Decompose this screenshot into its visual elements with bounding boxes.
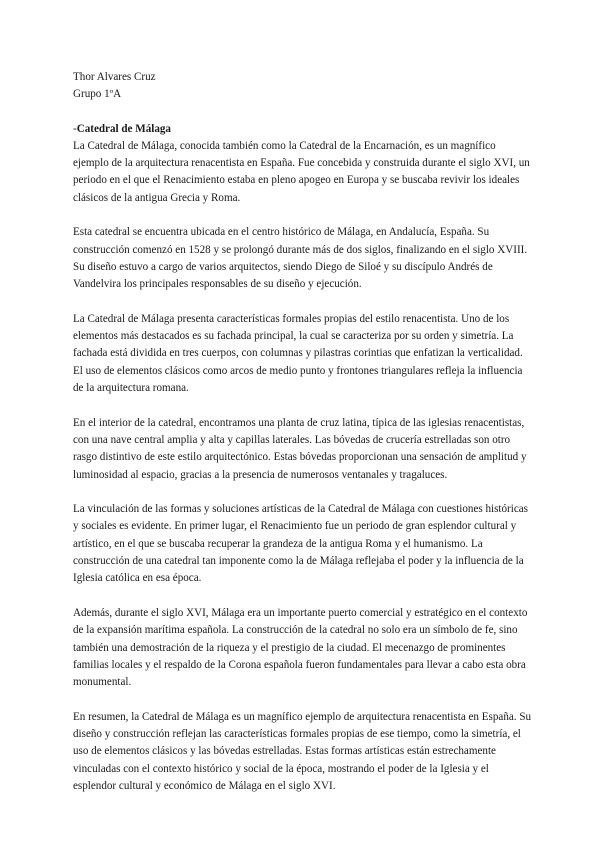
paragraph-introduction: La Catedral de Málaga, conocida también como la Catedral de la Encarnación, es un magnífico ejemplo de la arquitectura renacentista en España. Fue concebida y construida durante el siglo XVI, un periodo en el que el Renacimiento estaba en pleno apogeo en Europa y se buscaba revivir los ideales clásicos de la antigua Grecia y Roma.	[73, 139, 530, 204]
paragraph-location: Esta catedral se encuentra ubicada en el centro histórico de Málaga, en Andalucía, España. Su construcción comenzó en 1528 y se prolongó durante más de dos siglos, finalizando en el siglo XVIII. Su diseño estuvo a cargo de varios arquitectos, siendo Diego de Siloé y su discípulo Andrés de Vandelvira los principales responsables de su diseño y ejecución.	[73, 226, 528, 291]
paragraph-maritime-context: Además, durante el siglo XVI, Málaga era un importante puerto comercial y estratégico en el contexto de la expansión marítima española. La construcción de la catedral no solo era un símbolo de fe, sino también una demostración de la riqueza y el prestigio de la ciudad. El mecenazgo de prominentes familias locales y el respaldo de la Corona española fueron fundamentales para llevar a cabo esta obra monumental.	[73, 606, 528, 689]
paragraph-summary: En resumen, la Catedral de Málaga es un magnífico ejemplo de arquitectura renacentista en España. Su diseño y construcción reflejan las características formales propias de ese tiempo, como la simetría, el uso de elementos clásicos y las bóvedas estrelladas. Estas formas artísticas están estrechamente vinculadas con el contexto histórico y social de la época, mostrando el poder de la Iglesia y el esplendor cultural y económico de Málaga en el siglo XVI.	[73, 710, 532, 792]
paragraph-formal-features: La Catedral de Málaga presenta características formales propias del estilo renacentista. Uno de los elementos más destacados es su fachada principal, la cual se caracteriza por su orden y simetría. La fachada está dividida en tres cuerpos, con columnas y pilastras corintias que enfatizan la verticalidad. El uso de elementos clásicos como arcos de medio punto y frontones triangulares refleja la influencia de la arquitectura romana.	[73, 312, 523, 395]
paragraph-historical-context: La vinculación de las formas y soluciones artísticas de la Catedral de Málaga con cuestiones históricas y sociales es evidente. En primer lugar, el Renacimiento fue un periodo de gran esplendor cultural y artístico, en el que se buscaba recuperar la grandeza de la antigua Roma y el humanismo. La construcción de una catedral tan imponente como la de Málaga reflejaba el poder y la influencia de la Iglesia católica en esa época.	[73, 503, 529, 585]
document-body	[73, 69, 533, 795]
heading-title: Catedral de Málaga	[76, 122, 171, 135]
author-group: Grupo 1ºA	[73, 88, 122, 101]
heading-prefix: -	[73, 122, 77, 135]
paragraph-interior: En el interior de la catedral, encontramos una planta de cruz latina, típica de las iglesias renacentistas, con una nave central amplia y alta y capillas laterales. Las bóvedas de crucería estrelladas son otro rasgo distintivo de este estilo arquitectónico. Estas bóvedas proporcionan una sensación de amplitud y luminosidad al espacio, gracias a la presencia de numerosos ventanales y tragaluces.	[73, 416, 527, 481]
author-name: Thor Alvares Cruz	[73, 71, 156, 83]
section-heading	[73, 121, 533, 138]
